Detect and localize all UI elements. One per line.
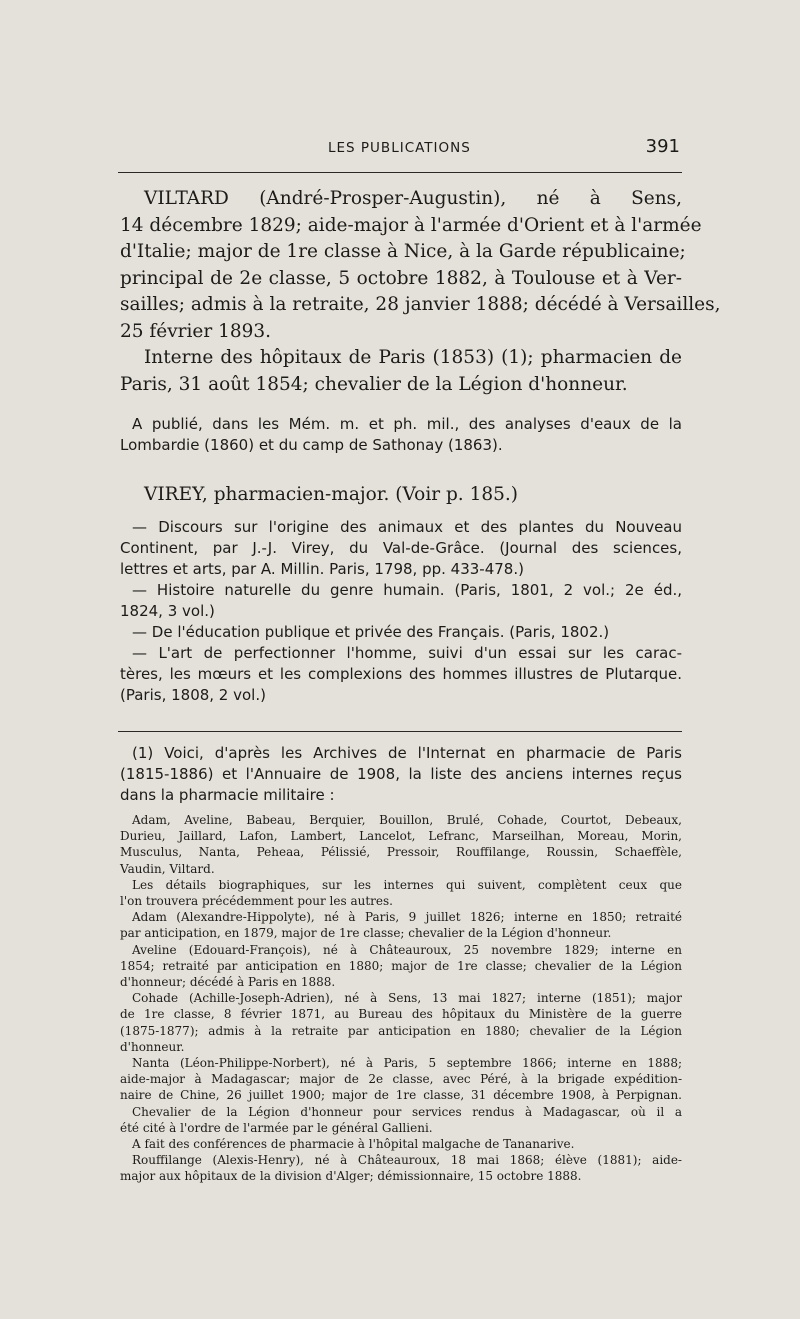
publication-line: A publié, dans les Mém. m. et ph. mil., des analyses d'eaux de la xyxy=(132,415,682,433)
work-line: lettres et arts, par A. Millin. Paris, 1798, pp. 433-478.) xyxy=(120,560,524,578)
page-header xyxy=(118,136,682,158)
cohade-line: d'honneur. xyxy=(120,1039,185,1054)
viltard-line: 14 décembre 1829; aide-major à l'armée d'Orient et à l'armée xyxy=(120,214,702,236)
adam-line: Adam (Alexandre-Hippolyte), né à Paris, 9 juillet 1826; interne en 1850; retraité xyxy=(132,910,682,925)
cohade-line: Cohade (Achille-Joseph-Adrien), né à Sens, 13 mai 1827; interne (1851); major xyxy=(132,991,682,1006)
details-line: l'on trouvera précédemment pour les autres. xyxy=(120,894,393,909)
publication-line: Lombardie (1860) et du camp de Sathonay (1863). xyxy=(120,436,503,454)
footnote-body xyxy=(120,812,682,1185)
virey-works xyxy=(120,517,682,706)
header-rule xyxy=(118,172,682,173)
virey-heading-block xyxy=(120,482,682,509)
footnote-rule xyxy=(118,731,682,732)
viltard-line: sailles; admis à la retraite, 28 janvier 1888; décédé à Versailles, xyxy=(120,294,721,315)
viltard-line: VILTARD (André-Prosper-Augustin), né à Sens, xyxy=(144,188,682,209)
viltard-line: 25 février 1893. xyxy=(120,320,272,342)
names-line: Vaudin, Viltard. xyxy=(120,861,215,876)
work-line: (Paris, 1808, 2 vol.) xyxy=(120,686,266,704)
adam-line: par anticipation, en 1879, major de 1re classe; chevalier de la Légion d'honneur. xyxy=(120,926,612,941)
aveline-line: 1854; retraité par anticipation en 1880; major de 1re classe; chevalier de la Légion xyxy=(120,958,682,973)
work-line: 1824, 3 vol.) xyxy=(120,602,215,620)
virey-heading: VIREY, pharmacien-major. (Voir p. 185.) xyxy=(144,484,518,505)
footnote-line: dans la pharmacie militaire : xyxy=(120,786,335,804)
cohade-line: (1875-1877); admis à la retraite par anticipation en 1880; chevalier de la Légion xyxy=(120,1023,682,1038)
viltard-line: principal de 2e classe, 5 octobre 1882, à Toulouse et à Ver- xyxy=(120,267,682,289)
details-line: Les détails biographiques, sur les internes qui suivent, complètent ceux que xyxy=(132,877,682,892)
footnote-line: (1) Voici, d'après les Archives de l'Internat en pharmacie de Paris xyxy=(132,744,682,762)
work-line: Continent, par J.-J. Virey, du Val-de-Grâce. (Journal des sciences, xyxy=(120,539,682,557)
viltard-line: d'Italie; major de 1re classe à Nice, à la Garde républicaine; xyxy=(120,241,686,262)
viltard-line: Interne des hôpitaux de Paris (1853) (1); pharmacien de xyxy=(144,347,682,368)
nanta-line: naire de Chine, 26 juillet 1900; major de 1re classe, 31 décembre 1908, à Perpignan. xyxy=(120,1088,682,1103)
aveline-line: Aveline (Edouard-François), né à Châteauroux, 25 novembre 1829; interne en xyxy=(132,942,682,957)
work-line: — Histoire naturelle du genre humain. (Paris, 1801, 2 vol.; 2e éd., xyxy=(132,581,682,599)
names-line: Durieu, Jaillard, Lafon, Lambert, Lancelot, Lefranc, Marseilhan, Moreau, Morin, xyxy=(120,829,682,844)
names-line: Adam, Aveline, Babeau, Berquier, Bouillon, Brulé, Cohade, Courtot, Debeaux, xyxy=(132,813,682,827)
names-line: Musculus, Nanta, Peheaa, Pélissié, Pressoir, Rouffilange, Roussin, Schaeffèle, xyxy=(120,845,682,860)
viltard-line: Paris, 31 août 1854; chevalier de la Légion d'honneur. xyxy=(120,373,628,395)
page-number: 391 xyxy=(645,136,680,157)
nanta-line: été cité à l'ordre de l'armée par le général Gallieni. xyxy=(120,1120,433,1135)
rouffilange-line: Rouffilange (Alexis-Henry), né à Châteauroux, 18 mai 1868; élève (1881); aide- xyxy=(132,1153,682,1168)
work-line: — L'art de perfectionner l'homme, suivi d'un essai sur les carac- xyxy=(132,644,682,662)
cohade-line: de 1re classe, 8 février 1871, au Bureau des hôpitaux du Ministère de la guerre xyxy=(120,1007,682,1022)
rouffilange-line: major aux hôpitaux de la division d'Alger; démissionnaire, 15 octobre 1888. xyxy=(120,1169,582,1184)
nanta-line: Chevalier de la Légion d'honneur pour services rendus à Madagascar, où il a xyxy=(132,1104,682,1119)
nanta-line: Nanta (Léon-Philippe-Norbert), né à Paris, 5 septembre 1866; interne en 1888; xyxy=(132,1056,682,1071)
aveline-line: d'honneur; décédé à Paris en 1888. xyxy=(120,975,336,990)
work-line: tères, les mœurs et les complexions des hommes illustres de Plutarque. xyxy=(120,665,682,683)
running-head: LES PUBLICATIONS xyxy=(328,140,471,156)
nanta-line: aide-major à Madagascar; major de 2e classe, avec Péré, à la brigade expédition- xyxy=(120,1072,682,1087)
footnote-line: (1815-1886) et l'Annuaire de 1908, la liste des anciens internes reçus xyxy=(120,765,682,783)
viltard-publications xyxy=(120,414,682,456)
nanta-line: A fait des conférences de pharmacie à l'hôpital malgache de Tananarive. xyxy=(132,1137,575,1152)
footnote-intro xyxy=(120,743,682,806)
viltard-entry xyxy=(120,186,721,398)
work-line: — De l'éducation publique et privée des Français. (Paris, 1802.) xyxy=(132,623,610,641)
work-line: — Discours sur l'origine des animaux et des plantes du Nouveau xyxy=(132,518,682,536)
